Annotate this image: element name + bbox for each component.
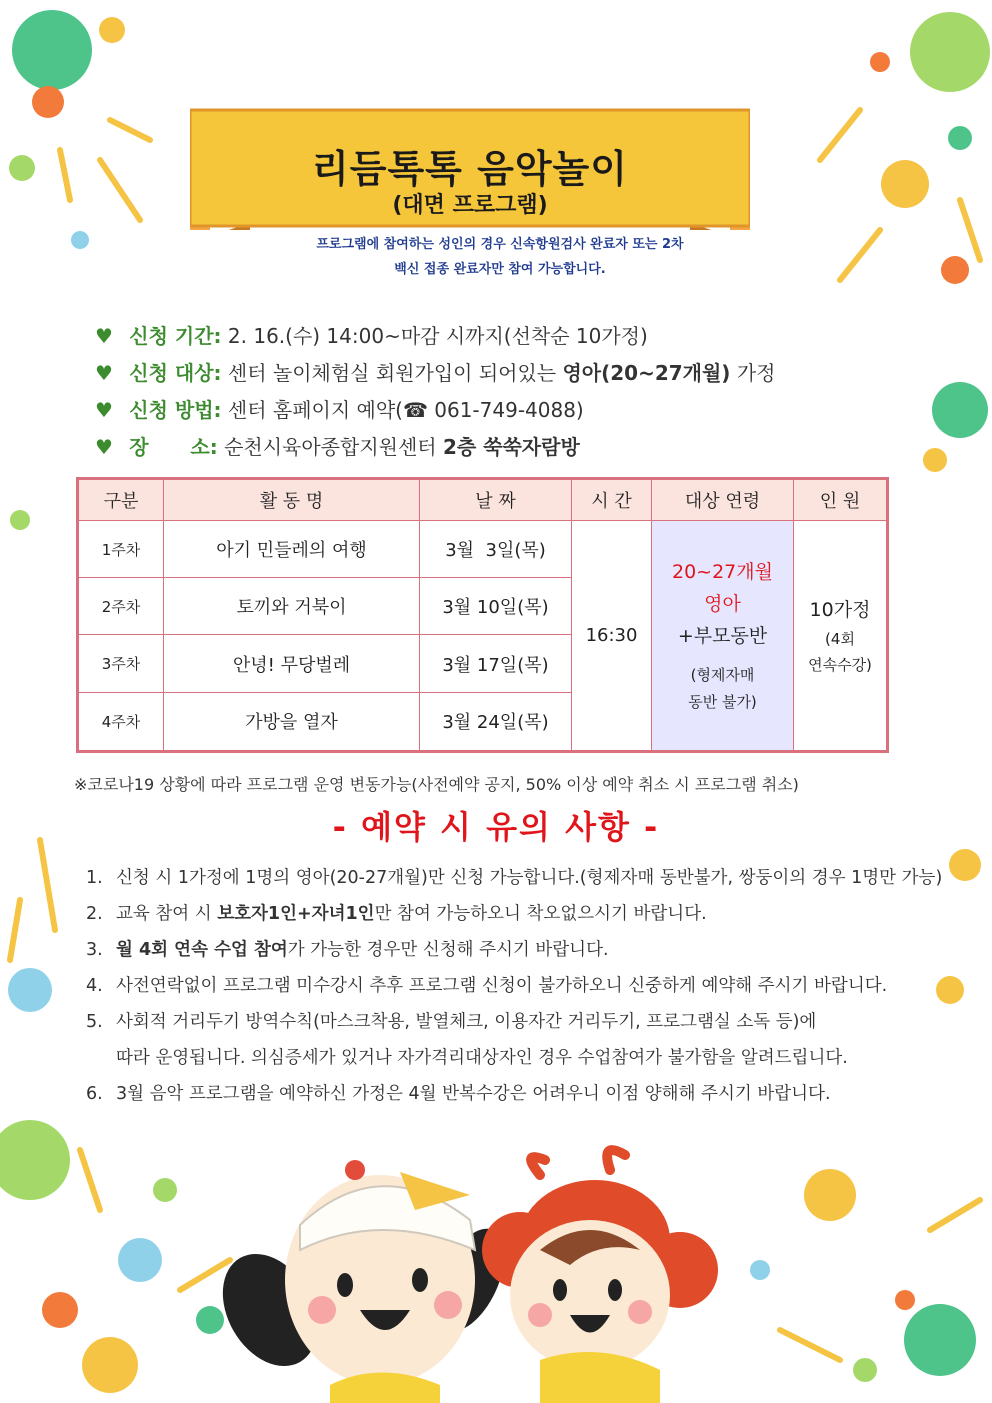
page-title: 리듬톡톡 음악놀이 [312, 147, 628, 191]
info-label: 신청 대상: [129, 361, 222, 385]
date-cell: 3월 10일(목) [420, 578, 572, 635]
info-row-target [95, 355, 925, 392]
date-cell: 3월 3일(목) [420, 521, 572, 578]
people-note-1: (4회 [825, 629, 855, 648]
target-age-cell [652, 521, 794, 752]
list-item [86, 860, 946, 896]
rule-number: 6. [86, 1084, 103, 1104]
info-value: 센터 놀이체험실 회원가입이 되어있는 [227, 361, 557, 385]
notice-line-2: 백신 접종 완료자만 참여 가능합니다. [394, 262, 606, 277]
date-cell: 3월 17일(목) [420, 635, 572, 692]
table-header-row [78, 479, 888, 521]
table-header: 날 짜 [420, 479, 572, 521]
heart-icon: ♥ [95, 361, 113, 385]
chicken-character-icon [204, 1160, 519, 1403]
info-row-place [95, 429, 925, 466]
info-row-period [95, 318, 925, 355]
activity-cell: 토끼와 거북이 [164, 578, 420, 635]
list-item [86, 1076, 946, 1112]
table-header: 활 동 명 [164, 479, 420, 521]
list-item [86, 932, 946, 968]
target-age-months: 20~27개월 [672, 560, 773, 583]
target-note [652, 662, 793, 716]
page-subtitle: (대면 프로그램) [392, 193, 548, 218]
table-header: 구분 [78, 479, 164, 521]
table-row [78, 521, 888, 578]
activity-cell: 안녕! 무당벌레 [164, 635, 420, 692]
info-list [95, 318, 925, 466]
notice-line-1: 프로그램에 참여하는 성인의 경우 신속항원검사 완료자 또는 2차 [316, 237, 684, 252]
table-header: 대상 연령 [652, 479, 794, 521]
rule-number: 1. [86, 868, 103, 888]
activity-cell: 가방을 열자 [164, 692, 420, 751]
info-value-bold: 2층 쑥쑥자람방 [442, 435, 580, 459]
info-value: 센터 홈페이지 예약(☎ 061-749-4088) [227, 398, 584, 422]
rule-number: 3. [86, 940, 103, 960]
rule-number: 5. [86, 1012, 103, 1032]
people-count: 10가정 [809, 598, 871, 621]
date-cell: 3월 24일(목) [420, 692, 572, 751]
crab-character-icon [482, 1150, 718, 1403]
rule-text-tail: 가 가능한 경우만 신청해 주시기 바랍니다. [287, 940, 609, 960]
info-value: 2. 16.(수) 14:00~마감 시까지(선착순 10가정) [227, 324, 648, 348]
rule-text: 사회적 거리두기 방역수칙(마스크착용, 발열체크, 이용자간 거리두기, 프로그램실 소독 등)에 [116, 1012, 817, 1032]
info-value: 순천시육아종합지원센터 [224, 435, 437, 459]
rule-text-continued: 따라 운영됩니다. 의심증세가 있거나 자가격리대상자인 경우 수업참여가 불가함을 알려드립니다. [116, 1048, 848, 1068]
rule-text-tail: 만 참여 가능하오니 착오없으시기 바랍니다. [374, 904, 707, 924]
people-cell [794, 521, 888, 752]
target-age-guardian: +부모동반 [677, 624, 768, 647]
week-cell: 3주차 [78, 635, 164, 692]
rule-text: 신청 시 1가정에 1명의 영아(20-27개월)만 신청 가능합니다.(형제자매 동반불가, 쌍둥이의 경우 1명만 가능) [116, 868, 943, 888]
heart-icon: ♥ [95, 324, 113, 348]
covid-footnote: ※코로나19 상황에 따라 프로그램 운영 변동가능(사전예약 공지, 50% 이상 예약 취소 시 프로그램 취소) [74, 775, 799, 794]
target-age-infant: 영아 [704, 592, 741, 615]
rule-text-bold: 보호자1인+자녀1인 [217, 904, 375, 924]
list-item [86, 968, 946, 1004]
rule-text: 교육 참여 시 [116, 904, 218, 924]
list-item [86, 896, 946, 932]
time-cell: 16:30 [572, 521, 652, 752]
people-note-2: 연속수강) [808, 655, 872, 674]
info-label: 신청 방법: [129, 398, 222, 422]
rule-text: 사전연락없이 프로그램 미수강시 추후 프로그램 신청이 불가하오니 신중하게 예약해 주시기 바랍니다. [116, 976, 888, 996]
week-cell: 1주차 [78, 521, 164, 578]
table-header: 인 원 [794, 479, 888, 521]
info-label: 장 소: [129, 435, 218, 459]
heart-icon: ♥ [95, 435, 113, 459]
rule-text-bold: 월 4회 연속 수업 참여 [116, 940, 288, 960]
week-cell: 4주차 [78, 692, 164, 751]
activity-cell: 아기 민들레의 여행 [164, 521, 420, 578]
health-notice [200, 232, 800, 282]
target-note-line-2: 동반 불가) [688, 692, 757, 711]
info-value-bold: 영아(20~27개월) [562, 361, 731, 385]
rule-text: 3월 음악 프로그램을 예약하신 가정은 4월 반복수강은 어려우니 이점 양해해 주시기 바랍니다. [116, 1084, 831, 1104]
week-cell: 2주차 [78, 578, 164, 635]
list-item [86, 1004, 946, 1076]
info-row-method [95, 392, 925, 429]
heart-icon: ♥ [95, 398, 113, 422]
info-label: 신청 기간: [129, 324, 222, 348]
rule-number: 2. [86, 904, 103, 924]
rules-list [86, 860, 946, 1112]
info-value-tail: 가정 [736, 361, 776, 385]
caution-title: - 예약 시 유의 사항 - [332, 808, 660, 846]
target-note-line-1: (형제자매 [690, 665, 755, 684]
schedule-table [76, 477, 889, 753]
rule-number: 4. [86, 976, 103, 996]
table-header: 시 간 [572, 479, 652, 521]
